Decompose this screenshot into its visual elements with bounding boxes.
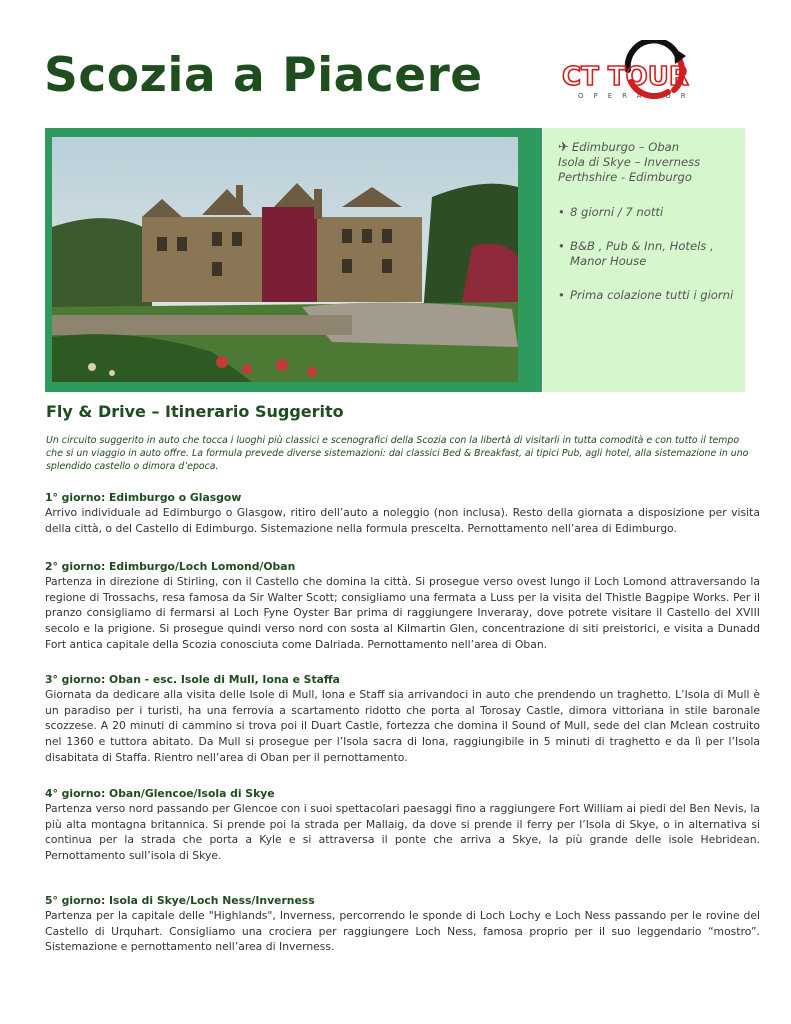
- logo-tagline: OPERATOR: [578, 92, 696, 100]
- airplane-icon: ✈: [558, 140, 569, 155]
- day-text: Partenza in direzione di Stirling, con il Castello che domina la città. Si prosegue verso ovest lungo il Loch Lomond attraversando la regione di Trossachs, resa famosa da Sir Walter Scott; consigliamo una fermata a Luss per la visita del Thistle Bagpipe Works. Per il pranzo consigliamo di fermarsi al Loch Fyne Oyster Bar prima di raggiungere Inveraray, dove potrete visitare il Castello del XVIII secolo e la prigione. Si prosegue quindi verso nord con sosta al Kilmartin Glen, concentrazione di siti preistorici, e visita a Dunadd Fort antica capitale della Scozia conosciuta come Dalriada. Pernottamento nell’area di Oban.: [45, 575, 760, 651]
- day-section: [45, 490, 760, 536]
- day-section: [45, 672, 760, 766]
- trip-summary-panel: [543, 128, 745, 392]
- day-text: Partenza per la capitale delle "Highlands", Inverness, percorrendo le sponde di Loch Lochy e Loch Ness passando per le rovine del Castello di Urquhart. Consigliamo una crociera per raggiungere Loch Ness, famosa proprio per il suo leggendario “mostro”. Sistemazione e pernottamento nell’area di Inverness.: [45, 909, 760, 954]
- route-line: ✈ Edimburgo – Oban: [558, 140, 680, 155]
- day-text: Giornata da dedicare alla visita delle Isole di Mull, Iona e Staff sia arrivandoci in auto che prendendo un traghetto. L’Isola di Mull è un paradiso per i turisti, ha una ferrovia a scartamento ridotto che porta al Torosay Castle, dimora vittoriana in stile baronale scozzese. A 20 minuti di cammino si trova poi il Duart Castle, fortezza che domina il Sound of Mull, sede del clan Mclean costruito nel 1360 e tuttora abitato. Da Mull si prosegue per l’Isola sacra di Iona, raggiungibile in 5 minuti di traghetto e da lì per l’Isola disabitata di Staffa. Rientro nell’area di Oban per il pernottamento.: [45, 688, 760, 764]
- bullet-item: • B&B , Pub & Inn, Hotels , Manor House: [558, 239, 714, 268]
- manor-house-photo: [52, 137, 518, 382]
- itinerary-intro: Un circuito suggerito in auto che tocca i luoghi più classici e scenografici della Scozia con la libertà di visitarli in tutta comodità e con tutto il tempo che si un viaggio in auto offre. La formula prevede diverse sistemazioni: dai classici Bed & Breakfast, ai tipici Pub, agli hotel, alla sistemazione in uno splendido castello o dimora d’epoca.: [46, 435, 749, 472]
- day-section: [45, 559, 760, 653]
- day-section: [45, 893, 760, 955]
- logo-brand: CT TOUR: [562, 62, 689, 92]
- bullet-item: • 8 giorni / 7 notti: [558, 205, 664, 219]
- day-heading: 3° giorno: Oban - esc. Isole di Mull, Iona e Staffa: [45, 673, 340, 686]
- day-text: Partenza verso nord passando per Glencoe con i suoi spettacolari paesaggi fino a raggiungere Fort William ai piedi del Ben Nevis, la più alta montagna britannica. Si prende poi la strada per Mallaig, da dove si prende il ferry per l’Isola di Skye, o in alternativa si continua per la strada che porta a Kyle e si attraversa il ponte che arriva a Skye, la più grande delle isole Hebridean. Pernottamento sull’isola di Skye.: [45, 802, 760, 863]
- bullet-icon: •: [558, 205, 565, 219]
- day-section: [45, 786, 760, 864]
- day-heading: 4° giorno: Oban/Glencoe/Isola di Skye: [45, 787, 275, 800]
- day-text: Arrivo individuale ad Edimburgo o Glasgow, ritiro dell’auto a noleggio (non inclusa). Resto della giornata a disposizione per visita della città, o del Castello di Edimburgo. Sistemazione nella formula prescelta. Pernottamento nell’area di Edimburgo.: [45, 506, 760, 535]
- page-title: Scozia a Piacere: [44, 48, 483, 103]
- route-line: Perthshire - Edimburgo: [558, 170, 692, 184]
- route-line: Isola di Skye – Inverness: [558, 155, 701, 169]
- bullet-icon: •: [558, 239, 565, 253]
- bullet-icon: •: [558, 288, 565, 302]
- ct-tour-logo: [556, 40, 742, 102]
- bullet-item: • Prima colazione tutti i giorni: [558, 288, 734, 302]
- day-heading: 1° giorno: Edimburgo o Glasgow: [45, 491, 242, 504]
- day-heading: 5° giorno: Isola di Skye/Loch Ness/Inverness: [45, 894, 315, 907]
- route-summary: [558, 140, 740, 185]
- hero-panel: [45, 128, 542, 392]
- day-heading: 2° giorno: Edimburgo/Loch Lomond/Oban: [45, 560, 296, 573]
- itinerary-title: Fly & Drive – Itinerario Suggerito: [46, 402, 344, 421]
